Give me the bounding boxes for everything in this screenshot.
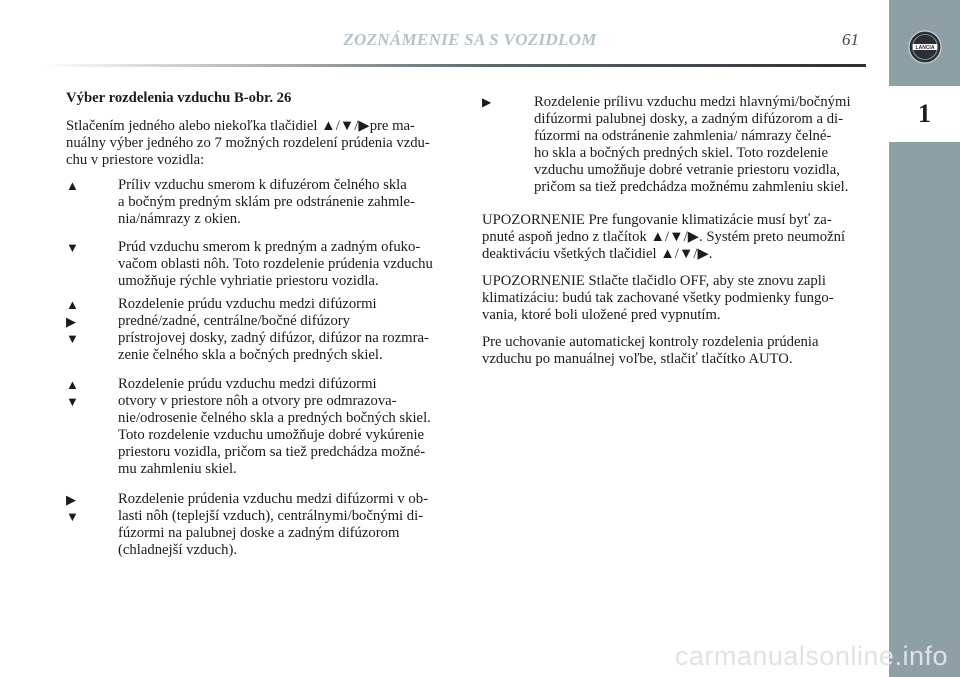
arrow-right-icon: ▶ [66,314,76,329]
info-paragraph: Pre uchovanie automatickej kontroly rozdelenia prúdenia vzduchu po manuálnej voľbe, stlačiť tlačítko AUTO. [482,334,819,367]
icon-group [66,376,96,410]
arrow-down-icon: ▼ [66,240,79,255]
item-text: Rozdelenie prúdenia vzduchu medzi difúzormi v ob- lasti nôh (teplejší vzduch), centrálnymi/bočnými di- fúzormi na palubnej doske a zadným difúzorom (chladnejší vzduch). [118,491,428,558]
arrow-down-icon: ▼ [66,331,79,346]
chapter-indicator [889,86,960,142]
intro-paragraph [66,118,449,169]
section-heading: Výber rozdelenia vzduchu B-obr. 26 [66,90,292,106]
section-title: ZOZNÁMENIE SA S VOZIDLOM [343,30,597,49]
icon-group [66,296,96,347]
lancia-logo-icon [908,30,942,64]
arrow-down-icon: ▼ [66,394,79,409]
item-text: Rozdelenie prúdu vzduchu medzi difúzormi otvory v priestore nôh a otvory pre odmrazova- nie/odrosenie čelného skla a predných bočných skiel. Toto rozdelenie vzduchu umožňuje dobré vykúrenie priestoru vozidla, pričom sa tiež predchádza možné- mu zahmleniu skiel. [118,376,431,477]
arrow-up-icon: ▲ [66,297,79,312]
logo-text: LANCIA [915,45,935,51]
intro-line: nuálny výber jedného zo 7 možných rozdelení prúdenia vzdu- [66,135,430,151]
chapter-number: 1 [918,99,931,128]
arrow-right-icon: ▶ [66,492,76,507]
arrow-right-icon: ▶ [482,95,492,109]
item-text: Rozdelenie prúdu vzduchu medzi difúzormi predné/zadné, centrálne/bočné difúzory prístrojovej dosky, zadný difúzor, difúzor na rozmra- zenie čelného skla a bočných predných skiel. [118,296,429,363]
page-number: 61 [842,30,859,49]
item-text: Prúd vzduchu smerom k predným a zadným ofuko- vačom oblasti nôh. Toto rozdelenie prúdenia vzduchu umožňuje rýchle vyhriatie priestoru vozidla. [118,239,433,289]
icon-group [66,177,96,194]
arrow-down-icon: ▼ [66,509,79,524]
item-text: Rozdelenie prílivu vzduchu medzi hlavnými/bočnými difúzormi palubnej dosky, a zadným difúzorom a di- fúzormi na odstránenie zahmlenia/ námrazy čelné- ho skla a bočných predných skiel. Toto rozdelenie vzduchu umožňuje dobré vetranie priestoru vozidla, pričom sa tiež predchádza možnému zahmleniu skiel. [534,94,851,195]
watermark: carmanualsonline.info [674,641,948,671]
warning-paragraph: UPOZORNENIE Stlačte tlačidlo OFF, aby ste znovu zapli klimatizáciu: budú tak zachované všetky podmienky fungo- vania, ktoré boli uložené pred vypnutím. [482,273,834,323]
arrow-up-icon: ▲ [66,377,79,392]
warning-paragraph: UPOZORNENIE Pre fungovanie klimatizácie musí byť za- pnuté aspoň jedno z tlačítok ▲/▼/▶. Systém preto neumožní deaktiváciu všetkých tlačidiel ▲/▼/▶. [482,212,846,262]
arrow-up-icon: ▲ [66,178,79,193]
icon-group [66,491,96,525]
intro-line: chu v priestore vozidla: [66,152,205,168]
item-text: Príliv vzduchu smerom k difuzérom čelného skla a bočným predným sklám pre odstránenie zahmle- nia/námrazy z okien. [118,177,415,227]
icon-group [66,239,96,256]
intro-line: Stlačením jedného alebo niekoľka tlačidiel ▲/▼/▶pre ma- [66,118,415,134]
header-divider [40,64,866,67]
